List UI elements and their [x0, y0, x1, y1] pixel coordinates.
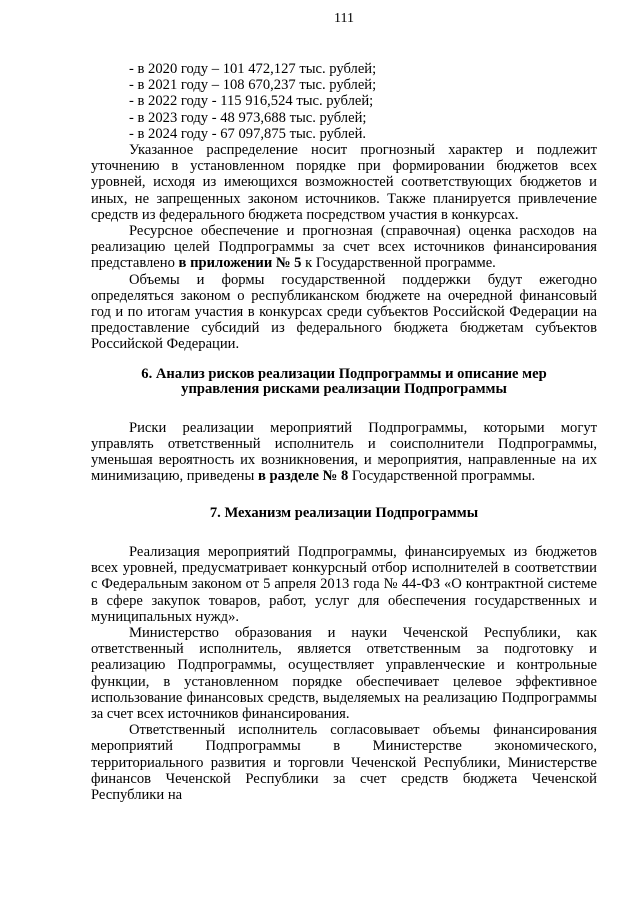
section-reference: в разделе № 8 — [257, 468, 349, 485]
section-6-heading-line-2: управления рисками реализации Подпрограммы — [181, 381, 507, 398]
resources-text-start: Ресурсное обеспечение и прогнозная (справочная) оценка расходов на реализацию целей Подпрограммы за счет всех источников финансирования представлено — [91, 223, 597, 272]
paragraph-support: Объемы и формы государственной поддержки будут ежегодно определяться законом о республиканском бюджете на очередной финансовый год и по итогам участия в конкурсах среди субъектов Российской Федерации на предоставление субсидий из федерального бюджета бюджетам субъектов Российской Федерации. — [91, 271, 597, 353]
section-6-heading — [91, 367, 597, 398]
funding-list — [91, 61, 597, 142]
resources-text-end: к Государственной программе. — [301, 255, 496, 272]
paragraph-risks — [91, 420, 597, 485]
funding-line-2023: - в 2023 году - 48 973,688 тыс. рублей; — [129, 109, 367, 126]
funding-line-2021: - в 2021 году – 108 670,237 тыс. рублей; — [129, 77, 377, 94]
risks-text-end: Государственной программы. — [348, 468, 536, 485]
paragraph-forecast: Указанное распределение носит прогнозный характер и подлежит уточнению в установленном порядке при формировании бюджетов всех уровней, исходя из имеющихся возможностей соответствующих бюджетов и иных, не запрещенных законом источников. Также планируется привлечение средств из федерального бюджета посредством участия в конкурсах. — [91, 142, 597, 223]
paragraph-ministry: Министерство образования и науки Чеченской Республики, как ответственный исполнитель, является ответственным за подготовку и реализацию Подпрограммы, осуществляет управленческие и контрольные функции, в установленном порядке обеспечивает целевое эффективное использование финансовых средств, выделяемых на реализацию Подпрограммы за счет всех источников финансирования. — [91, 624, 597, 722]
funding-line-2022: - в 2022 году - 115 916,524 тыс. рублей; — [129, 93, 374, 110]
funding-line-2020: - в 2020 году – 101 472,127 тыс. рублей; — [129, 61, 377, 77]
funding-line-2024: - в 2024 году - 67 097,875 тыс. рублей. — [129, 125, 367, 142]
section-7-heading: 7. Механизм реализации Подпрограммы — [209, 505, 479, 522]
page-number: 111 — [334, 11, 354, 26]
paragraph-mechanism: Реализация мероприятий Подпрограммы, финансируемых из бюджетов всех уровней, предусматривает конкурсный отбор исполнителей в соответствии с Федеральным законом от 5 апреля 2013 года № 44-ФЗ «О контрактной системе в сфере закупок товаров, работ, услуг для обеспечения государственных и муниципальных нужд». — [91, 543, 597, 625]
risks-text-start: Риски реализации мероприятий Подпрограммы, которыми могут управлять ответственный исполнитель и соисполнители Подпрограммы, уменьшая вероятность их возникновения, и мероприятия, направленные на их минимизацию, приведены — [91, 419, 597, 485]
section-6-heading-line-1: 6. Анализ рисков реализации Подпрограммы и описание мер — [141, 365, 547, 382]
document-page — [91, 10, 597, 803]
paragraph-coordination: Ответственный исполнитель согласовывает объемы финансирования мероприятий Подпрограммы в Министерстве экономического, территориального развития и торговли Чеченской Республики, Министерстве финансов Чеченской Республики за счет средств бюджета Чеченской Республики на — [91, 722, 597, 804]
appendix-reference: в приложении № 5 — [178, 255, 302, 272]
paragraph-resources — [91, 223, 597, 272]
